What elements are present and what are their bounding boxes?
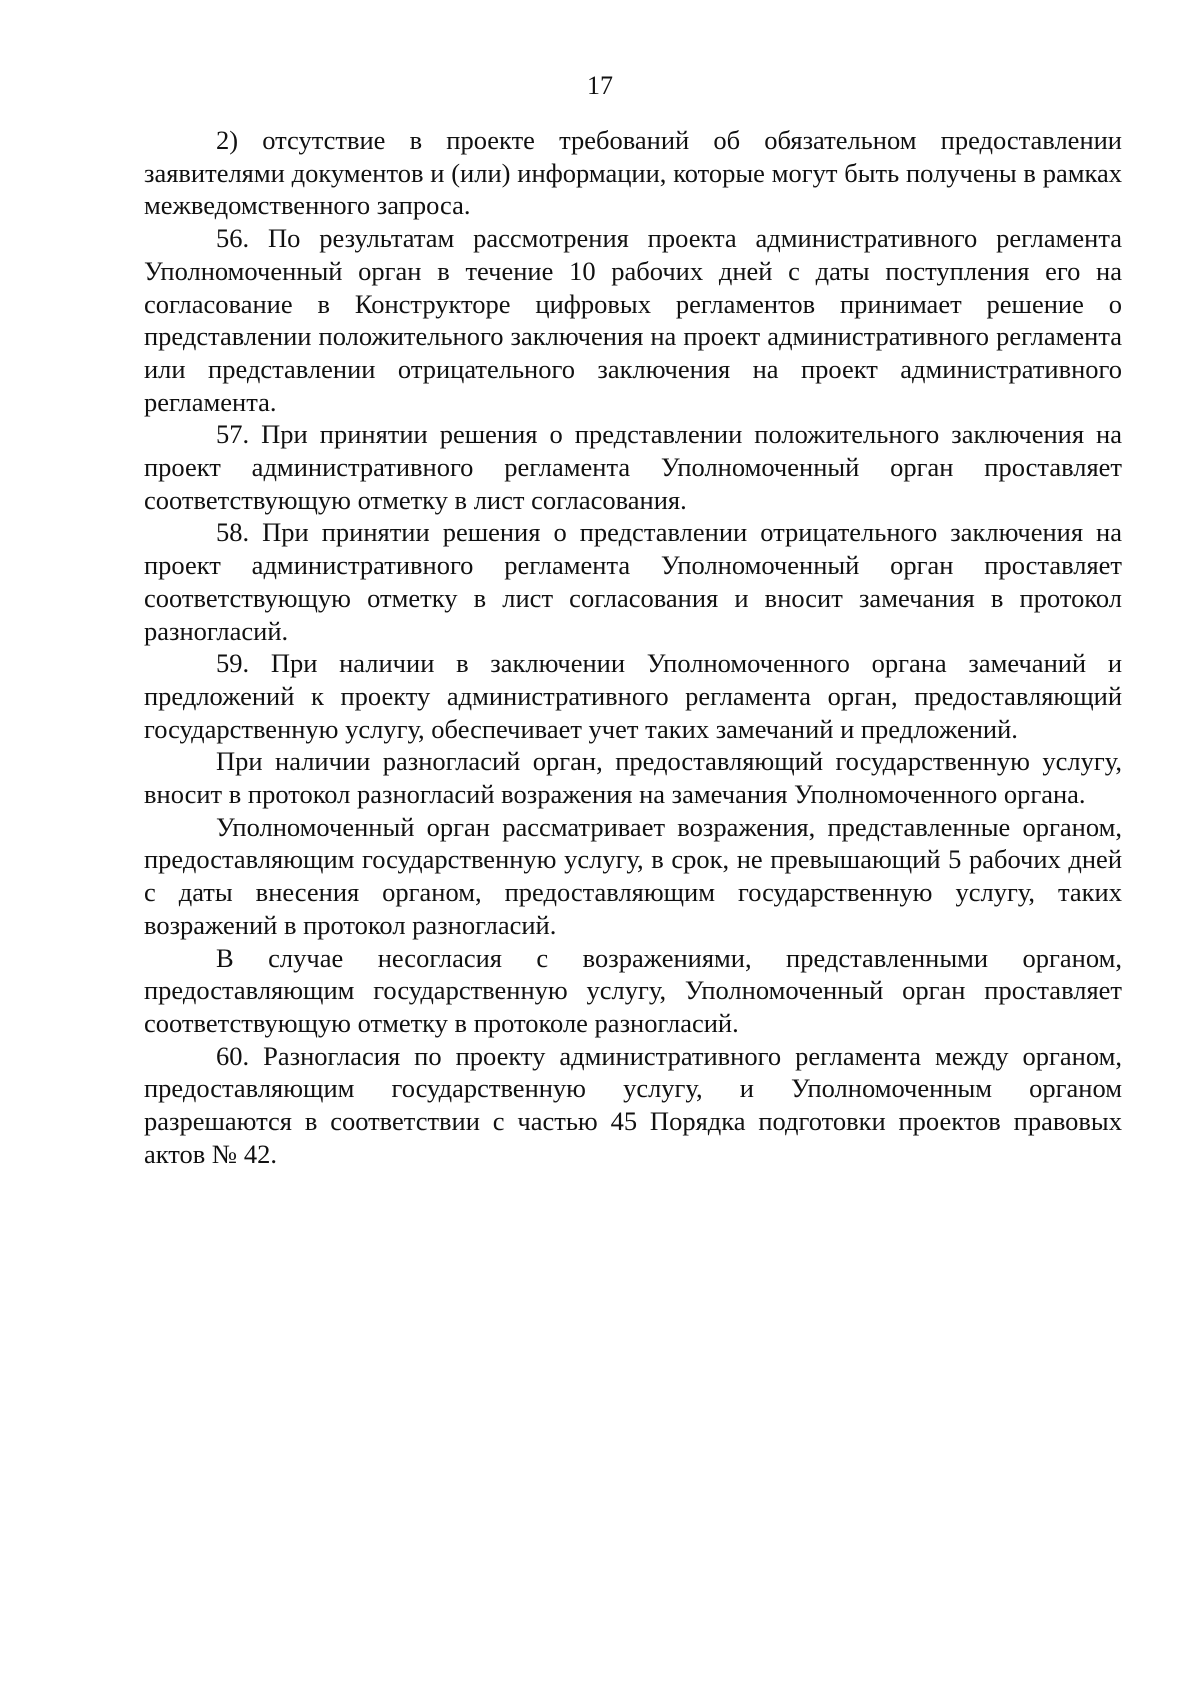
page-number: 17 [587, 71, 613, 100]
paragraph-59-nonagreement: В случае несогласия с возражениями, представленными органом, предоставляющим государственную услугу, Уполномоченный орган проставляет соответствующую отметку в протоколе разногласий. [144, 942, 1122, 1038]
paragraph-56: 56. По результатам рассмотрения проекта административного регламента Уполномоченный орган в течение 10 рабочих дней с даты поступления его на согласование в Конструкторе цифровых регламентов принимает решение о представлении положительного заключения на проект административного регламента или представлении отрицательного заключения на проект административного регламента. [144, 223, 1122, 417]
paragraph-item-2: 2) отсутствие в проекте требований об обязательном предоставлении заявителями документов и (или) информации, которые могут быть получены в рамках межведомственного запроса. [144, 125, 1122, 221]
paragraph-58: 58. При принятии решения о представлении отрицательного заключения на проект административного регламента Уполномоченный орган проставляет соответствующую отметку в лист согласования и вносит замечания в протокол разногласий. [144, 517, 1122, 646]
document-body [144, 124, 1122, 1171]
paragraph-59-review: Уполномоченный орган рассматривает возражения, представленные органом, предоставляющим государственную услугу, в срок, не превышающий 5 рабочих дней с даты внесения органом, предоставляющим государственную услугу, таких возражений в протокол разногласий. [144, 811, 1122, 940]
paragraph-59: 59. При наличии в заключении Уполномоченного органа замечаний и предложений к проекту административного регламента орган, предоставляющий государственную услугу, обеспечивает учет таких замечаний и предложений. [144, 648, 1122, 744]
paragraph-57: 57. При принятии решения о представлении положительного заключения на проект административного регламента Уполномоченный орган проставляет соответствующую отметку в лист согласования. [144, 419, 1122, 515]
paragraph-59-disagreements: При наличии разногласий орган, предоставляющий государственную услугу, вносит в протокол разногласий возражения на замечания Уполномоченного органа. [144, 746, 1122, 810]
paragraph-60: 60. Разногласия по проекту административного регламента между органом, предоставляющим государственную услугу, и Уполномоченным органом разрешаются в соответствии с частью 45 Порядка подготовки проектов правовых актов № 42. [144, 1040, 1122, 1169]
